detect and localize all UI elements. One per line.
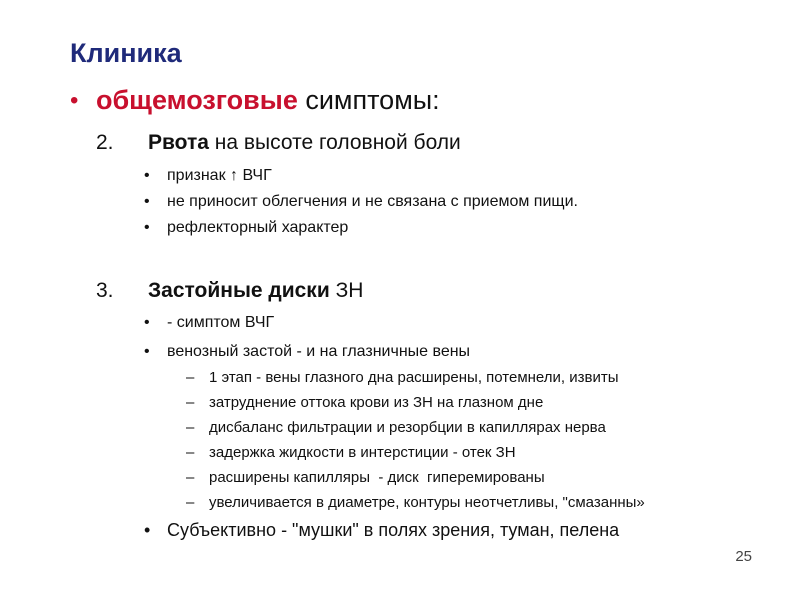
sub-list-item-text: затруднение оттока крови из ЗН на глазном дне [209,394,544,411]
list-item-text: признак ↑ ВЧГ [167,167,272,184]
list-item-text: рефлекторный характер [167,219,349,236]
bullet-dot-icon: • [144,343,150,360]
section-2-rest: на высоте головной боли [208,131,461,154]
slide-title: Клиника [70,38,182,68]
sub-list-item [186,469,545,486]
heading-highlight: общемозговые [96,85,298,115]
section-3-heading [96,279,363,303]
heading-bullet [70,85,440,116]
bullet-dot-icon: • [144,167,150,184]
sub-list-item-text: дисбаланс фильтрации и резорбции в капиллярах нерва [209,419,606,436]
list-item [144,520,619,541]
list-item [144,314,274,332]
heading-rest: симптомы: [297,85,440,115]
list-item-text: не приносит облегчения и не связана с приемом пищи. [167,193,578,210]
bullet-dot-icon: • [144,193,150,210]
bullet-dot-icon: • [70,86,79,114]
list-item [144,167,272,185]
section-2-heading [96,131,461,155]
sub-list-item-text: 1 этап - вены глазного дна расширены, потемнели, извиты [209,369,619,386]
sub-list-item-text: расширены капилляры - диск гиперемированы [209,469,545,486]
sub-list-item [186,444,516,461]
dash-icon: – [186,394,195,411]
sub-list-item [186,419,606,436]
sub-list-item-text: задержка жидкости в интерстиции - отек ЗН [209,444,516,461]
section-2-bold: Рвота [148,131,209,154]
section-3-bold: Застойные диски [148,279,330,302]
list-item [144,343,470,361]
bullet-dot-icon: • [144,520,151,540]
list-item-text: венозный застой - и на глазничные вены [167,343,471,360]
sub-list-item [186,369,619,386]
bullet-dot-icon: • [144,314,150,331]
sub-list-item-text: увеличивается в диаметре, контуры неотчетливы, "смазанны» [209,494,645,511]
dash-icon: – [186,369,195,386]
dash-icon: – [186,419,195,436]
dash-icon: – [186,469,195,486]
list-item-text: - симптом ВЧГ [167,314,275,331]
list-item [144,219,348,237]
sub-list-item [186,494,645,511]
sub-list-item [186,394,543,411]
dash-icon: – [186,444,195,461]
page-number: 25 [735,548,752,565]
section-3-rest: ЗН [329,279,364,302]
section-2-number: 2. [96,131,114,154]
list-item [144,193,578,211]
section-3-number: 3. [96,279,114,302]
dash-icon: – [186,494,195,511]
bullet-dot-icon: • [144,219,150,236]
list-item-text: Субъективно - "мушки" в полях зрения, туман, пелена [167,520,620,540]
